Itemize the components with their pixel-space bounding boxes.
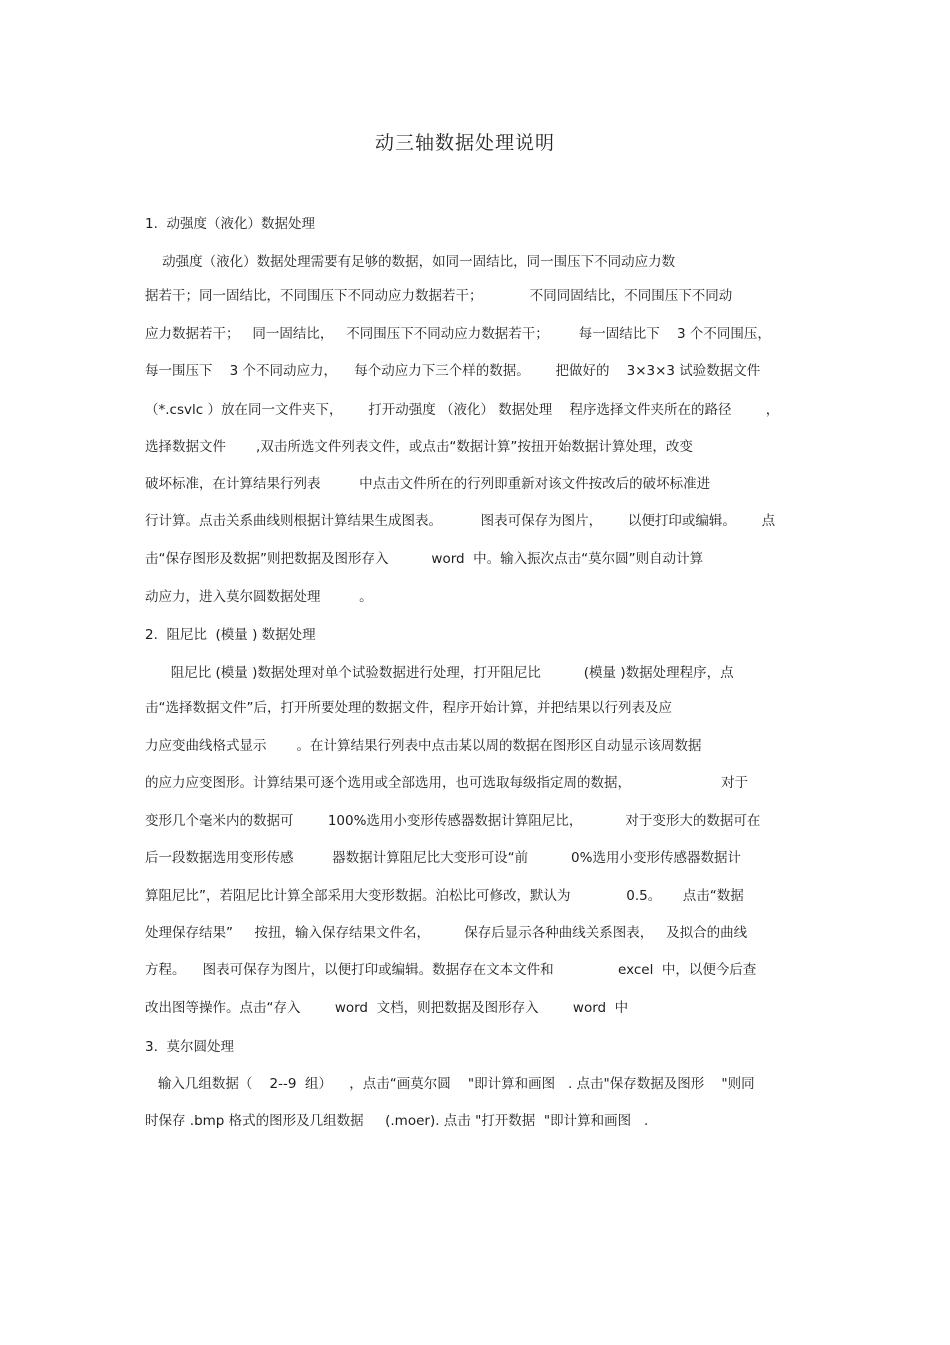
section-2-line: 方程。 图表可保存为图片，以便打印或编辑。数据存在文本文件和 excel 中，以便今后查 xyxy=(145,962,757,978)
section-1-line: 击“保存图形及数据”则把数据及图形存入 word 中。输入振次点击“莫尔圆”则自动计算 xyxy=(145,551,704,567)
section-heading-2: 2. 阻尼比 (模量 ) 数据处理 xyxy=(145,627,316,643)
section-1-line: 破坏标准，在计算结果行列表 中点击文件所在的行列即重新对该文件按改后的破坏标准进 xyxy=(145,476,711,492)
section-1-line: 动应力，进入莫尔圆数据处理 。 xyxy=(145,589,373,605)
section-2-line: 击“选择数据文件”后，打开所要处理的数据文件，程序开始计算，并把结果以行列表及应 xyxy=(145,700,672,716)
section-3-line: 输入几组数据（ 2--9 组） ，点击“画莫尔圆 "即计算和画图 . 点击"保存数据及图形 "则同 xyxy=(145,1076,755,1092)
document-title: 动三轴数据处理说明 xyxy=(374,132,555,154)
section-2-line: 力应变曲线格式显示 。在计算结果行列表中点击某以周的数据在图形区自动显示该周数据 xyxy=(145,738,702,754)
section-1-line: 选择数据文件 ,双击所选文件列表文件，或点击“数据计算”按扭开始数据计算处理，改变 xyxy=(145,439,693,455)
section-heading-1: 1. 动强度（液化）数据处理 xyxy=(145,216,315,232)
section-1-line: 应力数据若干； 同一固结比， 不同围压下不同动应力数据若干； 每一固结比下 3 个不同围压， xyxy=(145,326,771,342)
section-2-line: 改出图等操作。点击“存入 word 文档，则把数据及图形存入 word 中 xyxy=(145,1000,629,1016)
section-2-line: 算阻尼比”，若阻尼比计算全部采用大变形数据。泊松比可修改，默认为 0.5。 点击“数据 xyxy=(145,888,744,904)
section-2-line: 变形几个毫米内的数据可 100%选用小变形传感器数据计算阻尼比， 对于变形大的数据可在 xyxy=(145,813,761,829)
section-2-line: 的应力应变图形。计算结果可逐个选用或全部选用，也可选取每级指定周的数据， 对于 xyxy=(145,775,749,791)
section-1-line: 行计算。点击关系曲线则根据计算结果生成图表。 图表可保存为图片， 以便打印或编辑。 点 xyxy=(145,513,776,529)
section-1-line: （*.csvlc ）放在同一文件夹下， 打开动强度 （液化） 数据处理 程序选择文件夹所在的路径 ， xyxy=(145,402,780,418)
section-2-line: 后一段数据选用变形传感 器数据计算阻尼比大变形可设“前 0%选用小变形传感器数据计 xyxy=(145,850,741,866)
section-2-line: 阻尼比 (模量 )数据处理对单个试验数据进行处理，打开阻尼比 (模量 )数据处理程序，点 xyxy=(145,665,734,681)
section-1-line: 动强度（液化）数据处理需要有足够的数据，如同一固结比，同一围压下不同动应力数 xyxy=(145,254,676,270)
section-2-line: 处理保存结果” 按扭，输入保存结果文件名， 保存后显示各种曲线关系图表， 及拟合的曲线 xyxy=(145,925,748,941)
section-1-line: 据若干；同一固结比，不同围压下不同动应力数据若干； 不同同固结比，不同围压下不同动 xyxy=(145,288,733,304)
section-3-line: 时保存 .bmp 格式的图形及几组数据 (.moer). 点击 "打开数据 "即计算和画图 . xyxy=(145,1113,649,1129)
section-heading-3: 3. 莫尔圆处理 xyxy=(145,1039,234,1055)
section-1-line: 每一围压下 3 个不同动应力， 每个动应力下三个样的数据。 把做好的 3×3×3 试验数据文件 xyxy=(145,363,761,379)
